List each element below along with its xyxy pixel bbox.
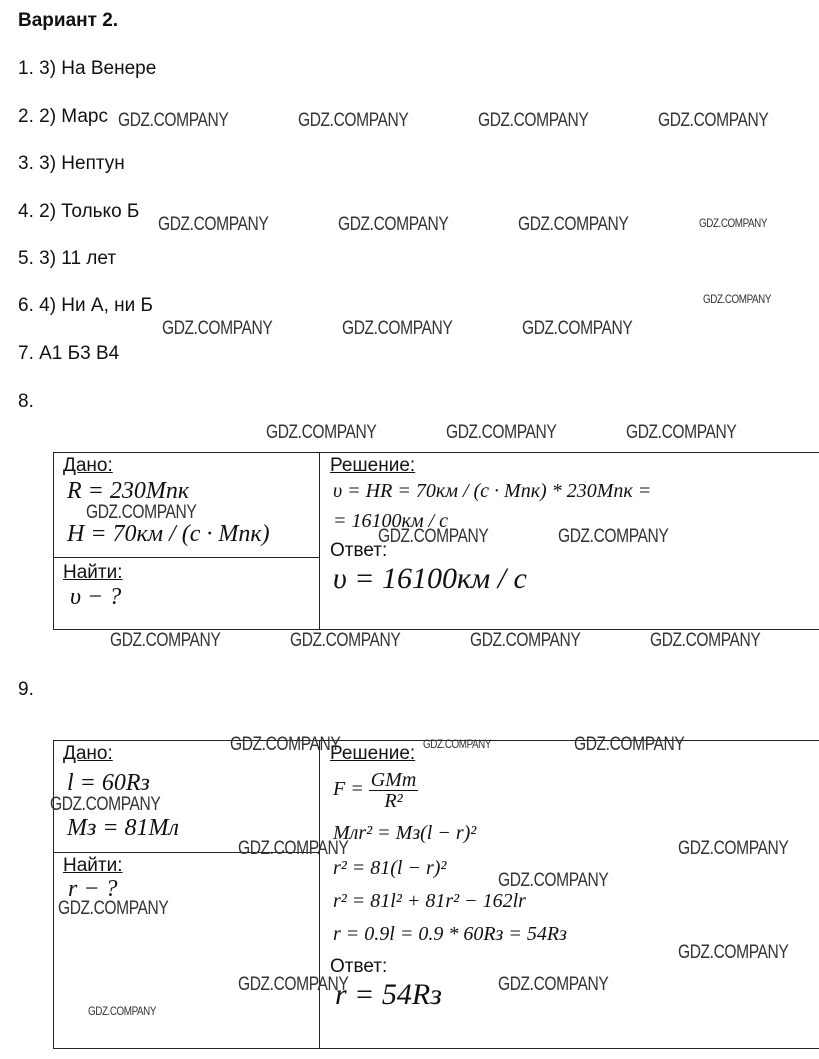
problem-8-divider	[319, 452, 320, 629]
answer-line-3: 3. 3) Нептун	[18, 153, 125, 174]
watermark: GDZ.COMPANY	[498, 870, 609, 891]
watermark: GDZ.COMPANY	[498, 974, 609, 995]
watermark: GDZ.COMPANY	[658, 110, 769, 131]
problem-9-solution-4: r = 0.9l = 0.9 * 60Rз = 54Rз	[333, 923, 567, 945]
answer-line-1: 1. 3) На Венере	[18, 58, 157, 79]
watermark: GDZ.COMPANY	[626, 422, 737, 443]
watermark: GDZ.COMPANY	[342, 318, 453, 339]
problem-8-solution-label: Решение:	[330, 455, 416, 476]
problem-9-find: r − ?	[68, 876, 118, 902]
watermark: GDZ.COMPANY	[703, 292, 772, 306]
watermark: GDZ.COMPANY	[378, 526, 489, 547]
answer-line-5: 5. 3) 11 лет	[18, 248, 117, 269]
watermark: GDZ.COMPANY	[290, 630, 401, 651]
formula-denominator: R²	[384, 790, 403, 812]
watermark: GDZ.COMPANY	[298, 110, 409, 131]
watermark: GDZ.COMPANY	[678, 942, 789, 963]
problem-8-find: υ − ?	[70, 584, 122, 610]
problem-8-given-2: H = 70км / (с · Мпк)	[67, 521, 270, 547]
problem-8-find-label: Найти:	[63, 562, 123, 583]
problem-9-find-label: Найти:	[63, 855, 123, 876]
problem-9-divider	[319, 740, 320, 1048]
watermark: GDZ.COMPANY	[88, 1004, 157, 1018]
watermark: GDZ.COMPANY	[86, 502, 197, 523]
watermark: GDZ.COMPANY	[338, 214, 449, 235]
watermark: GDZ.COMPANY	[699, 216, 768, 230]
problem-9-given-1: l = 60Rз	[67, 770, 150, 796]
watermark: GDZ.COMPANY	[50, 794, 161, 815]
watermark: GDZ.COMPANY	[478, 110, 589, 131]
watermark: GDZ.COMPANY	[158, 214, 269, 235]
page-title: Вариант 2.	[18, 10, 119, 31]
problem-8-answer-label: Ответ:	[330, 540, 388, 561]
answer-line-6: 6. 4) Ни А, ни Б	[18, 295, 153, 316]
answer-line-2: 2. 2) Марс	[18, 106, 108, 127]
problem-9-solution-2: r² = 81(l − r)²	[333, 857, 447, 879]
problem-9-answer: r = 54Rз	[335, 978, 442, 1011]
watermark: GDZ.COMPANY	[238, 974, 349, 995]
formula-numerator: GMm	[370, 769, 417, 791]
answer-line-7: 7. А1 Б3 В4	[18, 343, 120, 364]
watermark: GDZ.COMPANY	[110, 630, 221, 651]
formula-fraction	[369, 770, 419, 811]
problem-9-solution-3: r² = 81l² + 81r² − 162lr	[333, 890, 526, 912]
problem-8-answer: υ = 16100км / с	[333, 562, 527, 595]
problem-9-formula	[333, 770, 418, 811]
watermark: GDZ.COMPANY	[522, 318, 633, 339]
problem-9-solution-label: Решение:	[330, 743, 416, 764]
watermark: GDZ.COMPANY	[574, 734, 685, 755]
problem-8-given-separator	[53, 557, 319, 558]
problem-9-answer-label: Ответ:	[330, 956, 388, 977]
formula-lhs: F =	[333, 778, 364, 801]
watermark: GDZ.COMPANY	[518, 214, 629, 235]
watermark: GDZ.COMPANY	[558, 526, 669, 547]
watermark: GDZ.COMPANY	[230, 734, 341, 755]
watermark: GDZ.COMPANY	[238, 838, 349, 859]
watermark: GDZ.COMPANY	[58, 898, 169, 919]
problem-8-given-1: R = 230Мпк	[67, 478, 190, 504]
problem-8-number: 8.	[18, 391, 34, 412]
watermark: GDZ.COMPANY	[678, 838, 789, 859]
answer-line-4: 4. 2) Только Б	[18, 201, 140, 222]
problem-8-given-label: Дано:	[63, 455, 113, 476]
problem-9-solution-1: Млr² = Мз(l − r)²	[333, 822, 477, 844]
watermark: GDZ.COMPANY	[423, 737, 492, 751]
watermark: GDZ.COMPANY	[470, 630, 581, 651]
watermark: GDZ.COMPANY	[162, 318, 273, 339]
problem-8-solution-1: υ = HR = 70км / (с · Мпк) * 230Мпк =	[333, 480, 652, 502]
problem-9-given-label: Дано:	[63, 743, 113, 764]
problem-8-solution-2: = 16100км / с	[333, 510, 449, 532]
watermark: GDZ.COMPANY	[650, 630, 761, 651]
problem-9-given-2: Мз = 81Мл	[67, 815, 180, 841]
problem-9-number: 9.	[18, 679, 34, 700]
watermark: GDZ.COMPANY	[446, 422, 557, 443]
watermark: GDZ.COMPANY	[266, 422, 377, 443]
watermark: GDZ.COMPANY	[118, 110, 229, 131]
